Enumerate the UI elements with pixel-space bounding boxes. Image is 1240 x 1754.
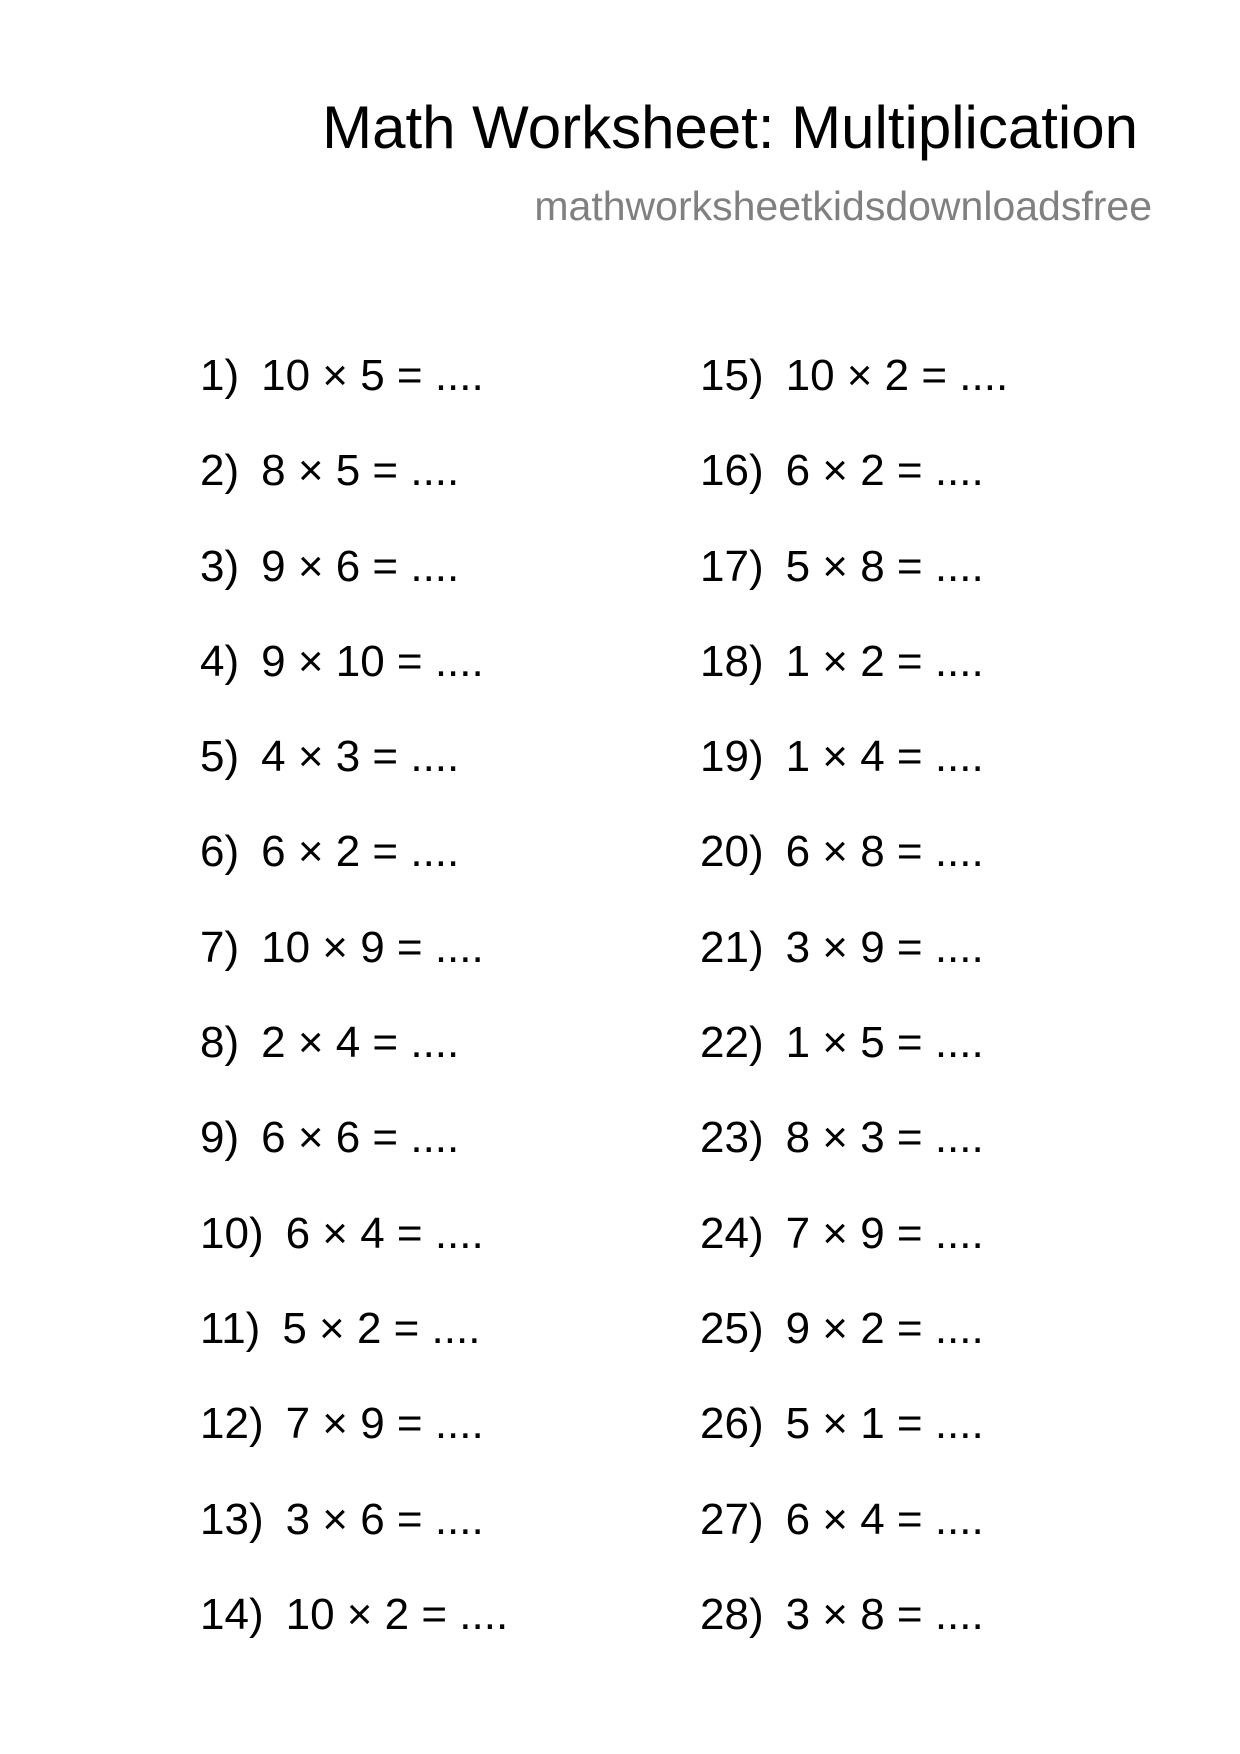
problem-item (200, 1113, 508, 1208)
problem-item (700, 732, 1008, 827)
problem-number: 22) (700, 1018, 764, 1068)
problem-number: 26) (700, 1399, 764, 1449)
problem-item (700, 1113, 1008, 1208)
problem-expression: 6 × 4 = .... (785, 1494, 984, 1544)
problem-item (200, 637, 508, 732)
problem-item (700, 827, 1008, 922)
problem-item (200, 351, 508, 446)
problem-number: 23) (700, 1113, 764, 1163)
problem-item (700, 1018, 1008, 1113)
problem-item (700, 1495, 1008, 1590)
problem-number: 17) (700, 541, 764, 591)
problem-item (200, 1018, 508, 1113)
problem-number: 24) (700, 1208, 764, 1258)
problem-expression: 6 × 8 = .... (785, 827, 984, 877)
problem-number: 25) (700, 1303, 764, 1353)
problem-item (700, 351, 1008, 446)
problem-number: 12) (200, 1399, 264, 1449)
problem-expression: 6 × 2 = .... (261, 827, 460, 877)
problem-number: 16) (700, 446, 764, 496)
problem-expression: 1 × 4 = .... (785, 732, 984, 782)
problem-number: 27) (700, 1494, 764, 1544)
problem-expression: 10 × 5 = .... (261, 351, 484, 400)
problem-expression: 2 × 4 = .... (261, 1018, 460, 1068)
problem-expression: 9 × 2 = .... (785, 1303, 984, 1353)
problem-number: 14) (200, 1589, 264, 1639)
problem-expression: 10 × 2 = .... (285, 1589, 509, 1639)
problem-number: 28) (700, 1589, 764, 1639)
problem-number: 13) (200, 1494, 264, 1544)
problem-item (200, 1304, 508, 1399)
problem-expression: 5 × 8 = .... (785, 541, 984, 591)
problem-expression: 3 × 6 = .... (285, 1494, 484, 1544)
problem-item (700, 1590, 1008, 1685)
problem-number: 21) (700, 922, 764, 972)
problem-expression: 6 × 6 = .... (261, 1113, 460, 1163)
problem-number: 20) (700, 827, 764, 877)
problem-item (200, 446, 508, 541)
problem-item (200, 827, 508, 922)
problems-left-column (200, 351, 508, 1685)
problem-number: 5) (200, 732, 240, 782)
problem-item (200, 1495, 508, 1590)
problem-item (700, 446, 1008, 541)
problem-number: 1) (200, 351, 240, 400)
problem-number: 6) (200, 827, 240, 877)
problem-expression: 7 × 9 = .... (285, 1399, 484, 1449)
problem-number: 10) (200, 1208, 264, 1258)
problem-item (200, 1399, 508, 1494)
problem-number: 8) (200, 1018, 240, 1068)
problem-expression: 9 × 10 = .... (261, 636, 484, 686)
problem-expression: 3 × 8 = .... (785, 1589, 984, 1639)
problem-expression: 3 × 9 = .... (785, 922, 984, 972)
problem-item (700, 1304, 1008, 1399)
problem-item (700, 542, 1008, 637)
problems-right-column (700, 351, 1008, 1685)
problem-number: 18) (700, 636, 764, 686)
problem-item (700, 1399, 1008, 1494)
problem-number: 2) (200, 446, 240, 496)
problem-item (200, 732, 508, 827)
problem-expression: 6 × 4 = .... (285, 1208, 484, 1258)
problem-expression: 8 × 3 = .... (785, 1113, 984, 1163)
problem-number: 3) (200, 541, 240, 591)
problem-expression: 4 × 3 = .... (261, 732, 460, 782)
problem-expression: 8 × 5 = .... (261, 446, 460, 496)
problem-expression: 1 × 5 = .... (785, 1018, 984, 1068)
problem-item (700, 923, 1008, 1018)
problem-item (200, 1590, 508, 1685)
problem-number: 9) (200, 1113, 240, 1163)
problem-item (700, 637, 1008, 732)
problem-expression: 5 × 1 = .... (785, 1399, 984, 1449)
problem-expression: 6 × 2 = .... (785, 446, 984, 496)
problem-item (700, 1209, 1008, 1304)
problem-item (200, 923, 508, 1018)
problem-expression: 10 × 2 = .... (785, 351, 1009, 400)
problem-expression: 1 × 2 = .... (785, 636, 984, 686)
problem-expression: 10 × 9 = .... (261, 922, 484, 972)
problem-expression: 9 × 6 = .... (261, 541, 460, 591)
page-title: Math Worksheet: Multiplication (322, 94, 1138, 161)
site-name: mathworksheetkidsdownloadsfree (534, 183, 1152, 229)
problem-expression: 7 × 9 = .... (785, 1208, 984, 1258)
problem-item (200, 1209, 508, 1304)
problem-number: 15) (700, 351, 764, 400)
problem-number: 4) (200, 636, 240, 686)
problem-number: 19) (700, 732, 764, 782)
problem-number: 7) (200, 922, 240, 972)
problem-number: 11) (200, 1303, 261, 1353)
problem-expression: 5 × 2 = .... (282, 1303, 481, 1353)
problem-item (200, 542, 508, 637)
